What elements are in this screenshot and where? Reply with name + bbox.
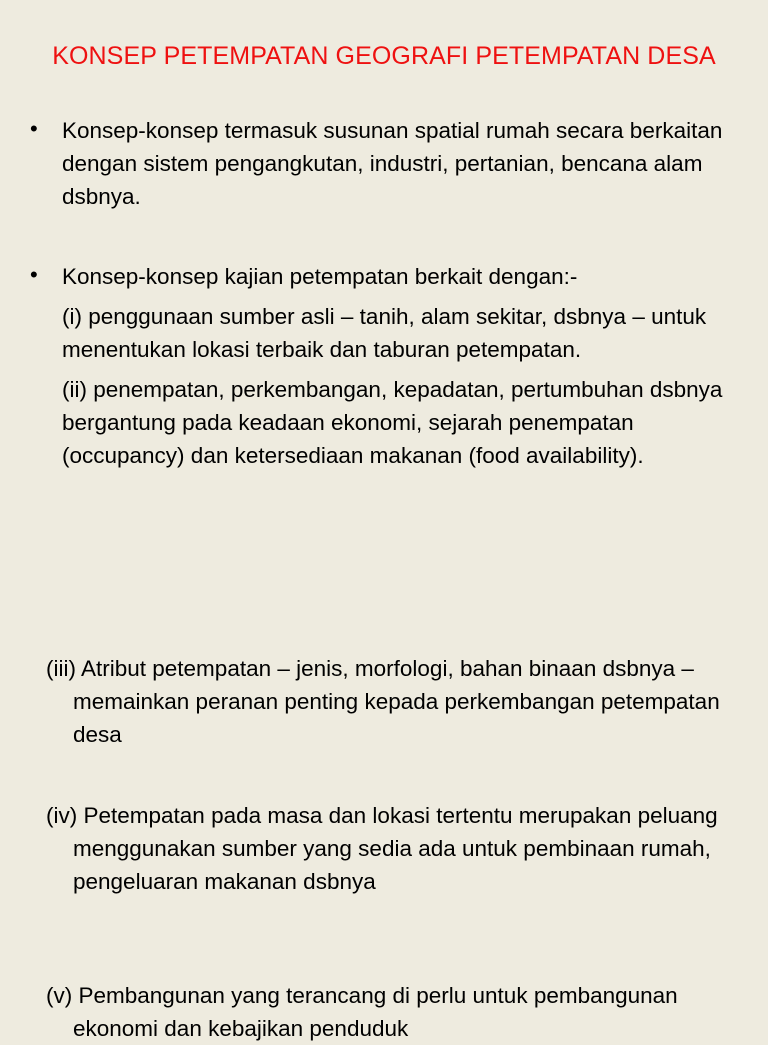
bullet-item-2 xyxy=(30,260,750,472)
sub-item-ii: (ii) penempatan, perkembangan, kepadatan, pertumbuhan dsbnya bergantung pada keadaan ekonomi, sejarah penempatan (occupancy) dan ketersediaan makanan (food availability). xyxy=(62,377,723,468)
sub-item-i: (i) penggunaan sumber asli – tanih, alam sekitar, dsbnya – untuk menentukan lokasi terbaik dan taburan petempatan. xyxy=(62,304,707,362)
slide-title: KONSEP PETEMPATAN GEOGRAFI PETEMPATAN DESA xyxy=(52,42,716,70)
list-item-iii: (iii) Atribut petempatan – jenis, morfologi, bahan binaan dsbnya – memainkan peranan penting kepada perkembangan petempatan desa xyxy=(46,656,720,747)
bullet-item-1 xyxy=(30,114,750,213)
bullet-symbol: • xyxy=(30,262,38,287)
bullet-text: Konsep-konsep kajian petempatan berkait dengan:- xyxy=(62,264,578,289)
list-item-iv: (iv) Petempatan pada masa dan lokasi tertentu merupakan peluang menggunakan sumber yang sedia ada untuk pembinaan rumah, pengeluaran makanan dsbnya xyxy=(46,803,718,894)
list-item-v: (v) Pembangunan yang terancang di perlu untuk pembangunan ekonomi dan kebajikan penduduk xyxy=(46,983,678,1041)
bullet-text: Konsep-konsep termasuk susunan spatial rumah secara berkaitan dengan sistem pengangkutan, industri, pertanian, bencana alam dsbnya. xyxy=(62,118,723,209)
bullet-symbol: • xyxy=(30,116,38,141)
